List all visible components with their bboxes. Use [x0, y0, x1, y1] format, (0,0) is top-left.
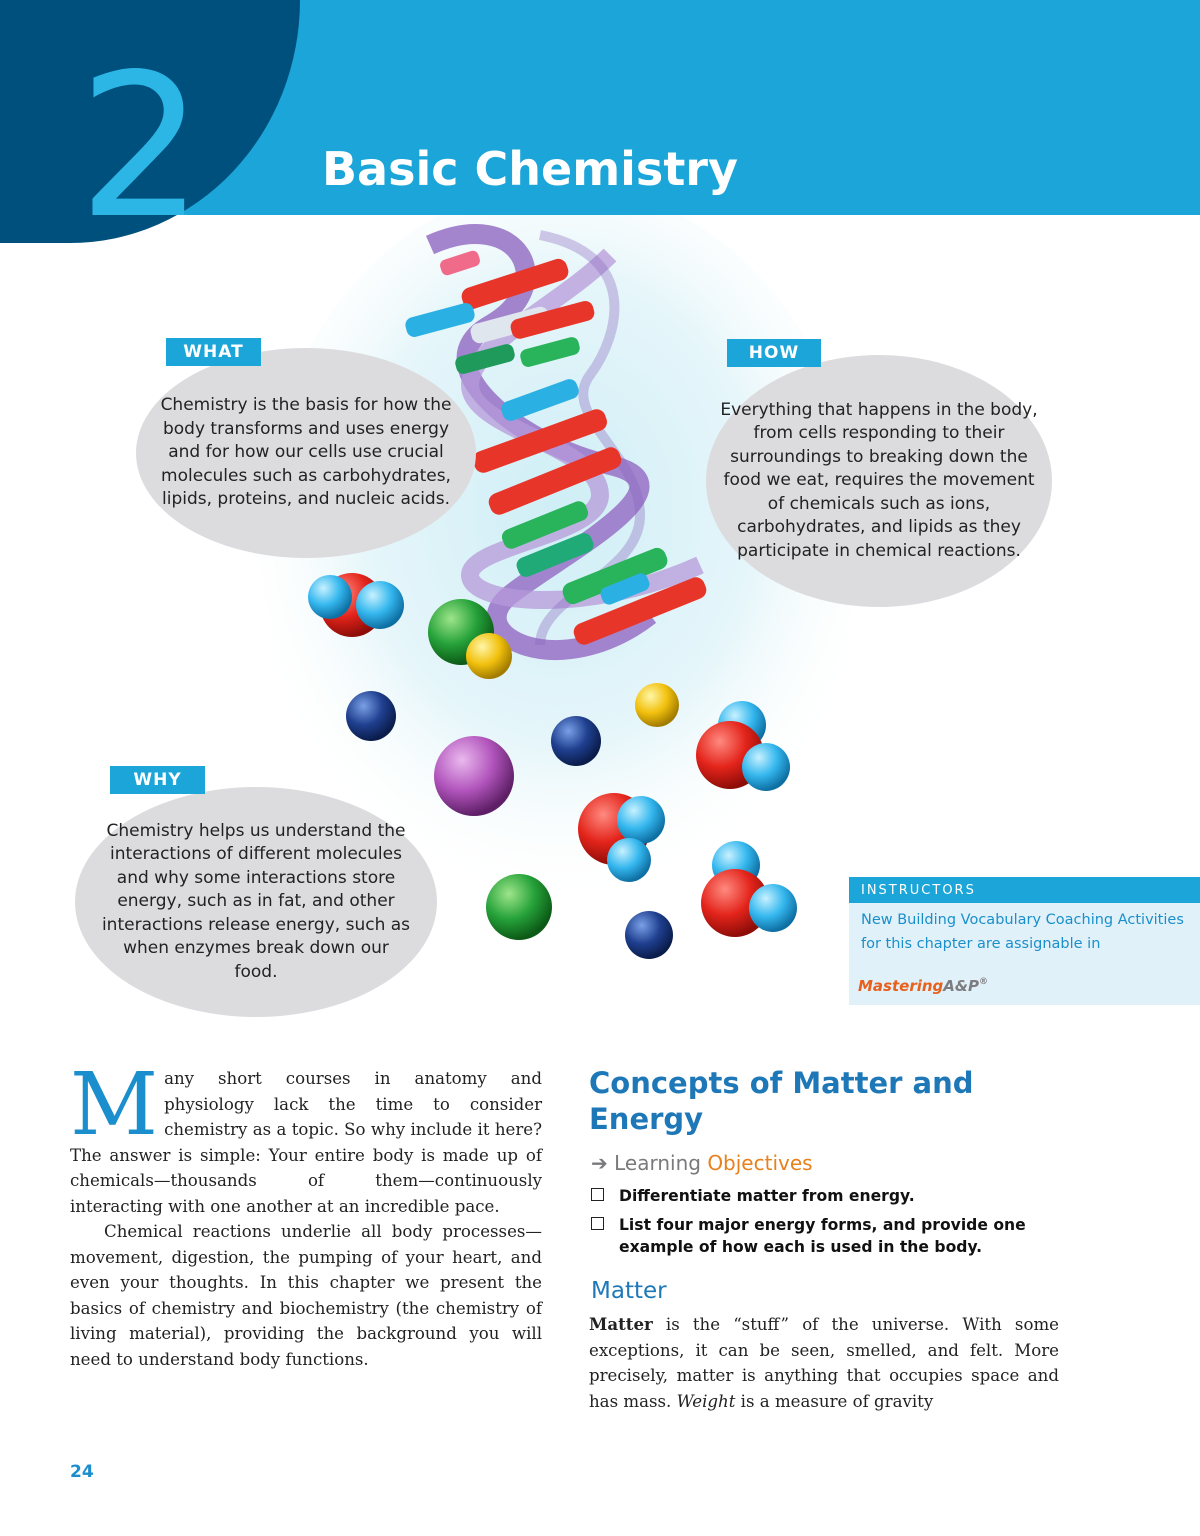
checkbox-icon [591, 1188, 604, 1201]
matter-text [589, 1312, 1059, 1414]
learning-objectives-list [591, 1185, 1061, 1265]
matter-text-b: is a measure of gravity [735, 1391, 934, 1411]
list-item [591, 1214, 1061, 1258]
why-callout-bubble [75, 787, 437, 1017]
intro-paragraph-1-text: any short courses in anatomy and physiology lack the time to consider chemistry as a topic. So why include it here? The answer is simple: Your entire body is made up of chemicals—thousands of them—continuously interacting with one another at an incredible pace. [70, 1069, 542, 1216]
mastering-logo-part2: A&P [943, 977, 979, 995]
why-callout-label: WHY [110, 766, 205, 794]
why-callout-text: Chemistry helps us understand the interactions of different molecules and why some interactions store energy, such as in fat, and other interactions release energy, such as when enzymes break down our food. [101, 820, 411, 982]
how-callout-label: HOW [727, 339, 821, 367]
what-callout-label: WHAT [166, 338, 261, 366]
matter-term: Matter [589, 1314, 653, 1334]
objective-text: List four major energy forms, and provide one example of how each is used in the body. [619, 1216, 1026, 1256]
learning-word: Learning [614, 1151, 701, 1175]
objective-text: Differentiate matter from energy. [619, 1187, 915, 1205]
checkbox-icon [591, 1217, 604, 1230]
chapter-number: 2 [78, 31, 204, 262]
what-callout-bubble [136, 348, 476, 558]
intro-paragraph-1 [70, 1055, 542, 1219]
what-callout-text: Chemistry is the basis for how the body transforms and uses energy and for how our cells use crucial molecules such as carbohydrates, lipids, proteins, and nucleic acids. [160, 395, 452, 510]
intro-paragraph-2: Chemical reactions underlie all body processes—movement, digestion, the pumping of your heart, and even your thoughts. In this chapter we present the basics of chemistry and biochemistry (the chemistry of living material), providing the background you will need to understand body functions. [70, 1222, 542, 1369]
intro-text [70, 1055, 542, 1372]
mastering-logo-mark: ® [978, 977, 988, 987]
chapter-title: Basic Chemistry [322, 142, 738, 196]
how-callout-text: Everything that happens in the body, from cells responding to their surroundings to breaking down the food we eat, requires the movement of chemicals such as ions, carbohydrates, and lipids as they participate in chemical reactions. [720, 399, 1038, 561]
weight-term: Weight [676, 1391, 736, 1411]
list-item [591, 1185, 1061, 1207]
matter-heading: Matter [591, 1278, 667, 1304]
drop-cap: M [70, 1055, 159, 1155]
matter-text-a: is the “stuff” of the universe. With some exceptions, it can be seen, smelled, and felt. More precisely, matter is anything that occupies space and has mass. [589, 1315, 1059, 1411]
instructors-text: New Building Vocabulary Coaching Activities for this chapter are assignable in [861, 912, 1184, 952]
arrow-icon: ➔ [591, 1151, 608, 1175]
section-title: Concepts of Matter and Energy [589, 1066, 974, 1136]
mastering-ap-logo[interactable] [858, 977, 988, 995]
matter-paragraph [589, 1312, 1059, 1414]
how-callout-bubble [706, 355, 1052, 607]
objectives-word: Objectives [707, 1151, 813, 1175]
learning-objectives-heading [591, 1151, 813, 1175]
instructors-box [849, 877, 1200, 1005]
mastering-logo-part1: Mastering [858, 977, 944, 995]
page-number: 24 [70, 1462, 94, 1482]
instructors-label: INSTRUCTORS [849, 877, 1200, 903]
